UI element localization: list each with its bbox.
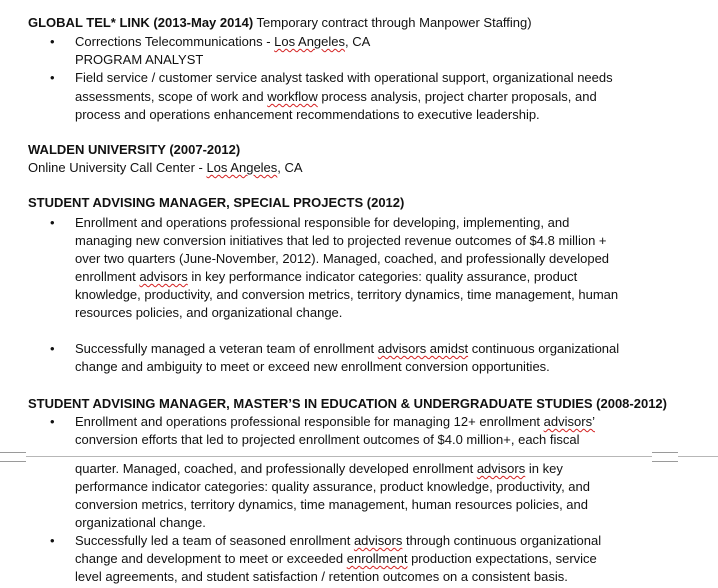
bullet-text	[75, 89, 597, 105]
bullet-text	[75, 414, 595, 430]
bullet-text: over two quarters (June-November, 2012). Managed, coached, and professionally developed	[75, 251, 610, 266]
job-heading-global-tel-link	[28, 15, 532, 31]
bullet-text	[75, 461, 563, 477]
misspelled-word: advisors amidst	[377, 341, 469, 356]
misspelled-word: advisors’	[543, 414, 595, 429]
misspelled-word: enrollment	[346, 551, 408, 566]
employer-name: WALDEN UNIVERSITY (2007-2012)	[28, 142, 241, 157]
text: through continuous organizational	[402, 533, 602, 548]
bullet-icon: •	[50, 414, 55, 429]
text: enrollment	[75, 269, 140, 284]
bullet-icon: •	[50, 34, 55, 49]
text: quarter. Managed, coached, and professionally developed enrollment	[75, 461, 477, 476]
misspelled-word: Los Angeles	[274, 34, 346, 49]
job-title: PROGRAM ANALYST	[75, 52, 204, 67]
text: in key performance indicator categories: quality assurance, product	[187, 269, 578, 284]
bullet-icon: •	[50, 533, 55, 548]
bullet-text: knowledge, productivity, and conversion metrics, territory dynamics, time management, human	[75, 287, 619, 302]
text: process analysis, project charter proposals, and	[317, 89, 597, 104]
misspelled-word: advisors	[353, 533, 403, 548]
misspelled-word: Los Angeles	[206, 160, 278, 175]
text: Online University Call Center -	[28, 160, 207, 175]
text: in key	[525, 461, 563, 476]
text: , CA	[345, 34, 371, 49]
employer-note: Temporary contract through Manpower Staffing)	[253, 15, 532, 30]
bullet-text	[75, 34, 370, 50]
misspelled-word: workflow	[267, 89, 318, 104]
role-heading: STUDENT ADVISING MANAGER, SPECIAL PROJECTS (2012)	[28, 195, 405, 210]
bullet-text	[75, 551, 597, 567]
bullet-icon: •	[50, 215, 55, 230]
bullet-text	[75, 533, 601, 549]
page-break-marker-right	[652, 452, 678, 462]
text: production expectations, service	[407, 551, 597, 566]
page-break-rule	[0, 456, 718, 457]
role-heading: STUDENT ADVISING MANAGER, MASTER’S IN EDUCATION & UNDERGRADUATE STUDIES (2008-2012)	[28, 396, 667, 411]
bullet-icon: •	[50, 341, 55, 356]
bullet-text	[75, 269, 577, 285]
text: continuous organizational	[468, 341, 620, 356]
bullet-text: conversion efforts that led to projected enrollment outcomes of $4.0 million+, each fiscal	[75, 432, 580, 447]
bullet-text: change and ambiguity to meet or exceed new enrollment conversion opportunities.	[75, 359, 550, 374]
text: Corrections Telecommunications -	[75, 34, 275, 49]
text: Enrollment and operations professional responsible for managing 12+ enrollment	[75, 414, 544, 429]
text: Successfully led a team of seasoned enrollment	[75, 533, 354, 548]
bullet-text: performance indicator categories: quality assurance, product knowledge, productivity, and	[75, 479, 590, 494]
bullet-text	[75, 341, 619, 357]
text: , CA	[277, 160, 303, 175]
misspelled-word: advisors	[139, 269, 188, 284]
bullet-text: level agreements, and student satisfaction / retention outcomes on a consistent basis.	[75, 569, 568, 584]
bullet-text: conversion metrics, territory dynamics, time management, human resources policies, and	[75, 497, 588, 512]
bullet-text: organizational change.	[75, 515, 206, 530]
bullet-text: Field service / customer service analyst tasked with operational support, organizational needs	[75, 70, 613, 85]
employer-name: GLOBAL TEL* LINK (2013-May 2014)	[28, 15, 254, 30]
misspelled-word: advisors	[476, 461, 526, 476]
text: assessments, scope of work and	[75, 89, 268, 104]
bullet-icon: •	[50, 70, 55, 85]
bullet-text: process and operations enhancement recommendations to executive leadership.	[75, 107, 540, 122]
page-break-marker-left	[0, 452, 26, 462]
text: Successfully managed a veteran team of enrollment	[75, 341, 378, 356]
bullet-text: resources policies, and organizational change.	[75, 305, 343, 320]
employer-location	[28, 160, 303, 176]
text: change and development to meet or exceeded	[75, 551, 347, 566]
bullet-text: Enrollment and operations professional responsible for developing, implementing, and	[75, 215, 570, 230]
bullet-text: managing new conversion initiatives that led to projected revenue outcomes of $4.8 million +	[75, 233, 607, 248]
